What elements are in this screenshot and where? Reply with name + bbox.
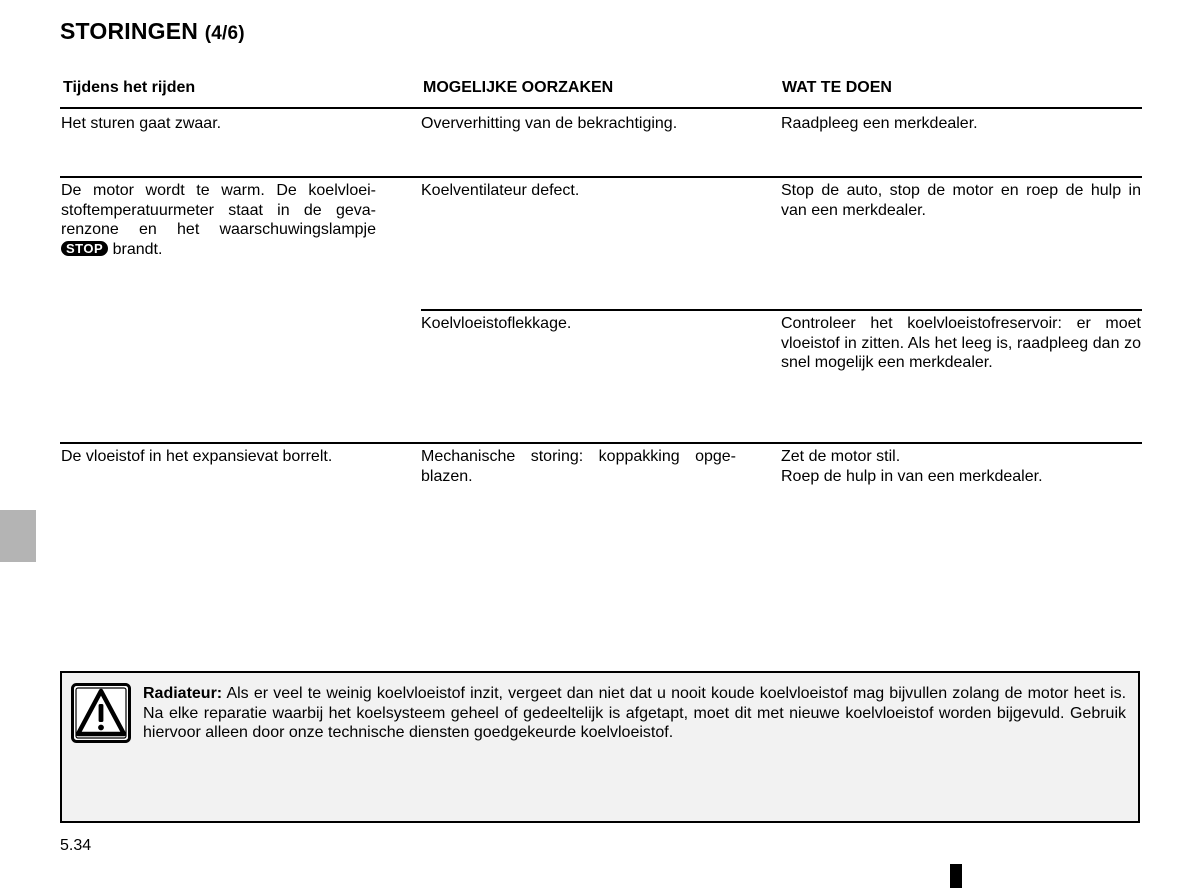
- action-line: Zet de motor stil.: [781, 448, 901, 465]
- action-cell: Raadpleeg een merkdealer.: [781, 115, 978, 132]
- symptom-text-suffix: brandt.: [112, 240, 163, 258]
- page-number: 5.34: [60, 837, 92, 854]
- action-line: Roep de hulp in van een merkdealer.: [781, 467, 1043, 485]
- symptom-cell: Het sturen gaat zwaar.: [61, 115, 222, 132]
- row-divider: [60, 176, 1142, 178]
- warning-body: Als er veel te weinig koelvloeistof inzit, vergeet dan niet dat u nooit koude koelvloeistof mag bijvullen zolang de motor heet is. Na elke reparatie waarbij het koelsysteem geheel of gedeeltelijk is afgetapt, moet dit met nieuwe koelvloeistof worden bijgevuld. Gebruik hiervoor alleen door onze technische diensten goedgekeurde koelvloeistof.: [143, 685, 1127, 741]
- action-cell: [781, 447, 1141, 486]
- page-title-counter: (4/6): [204, 23, 245, 44]
- symptom-text: De motor wordt te warm. De koelvloei-stoftemperatuurmeter staat in de geva-renzone en het waarschuwingslampje: [61, 182, 376, 238]
- column-header-symptom: Tijdens het rijden: [63, 79, 196, 96]
- header-rule: [60, 107, 1142, 109]
- page-title-text: STORINGEN: [60, 18, 199, 44]
- action-cell: Stop de auto, stop de motor en roep de hulp in van een merkdealer.: [781, 182, 1141, 219]
- cause-cell: Koelventilateur defect.: [421, 182, 580, 199]
- warning-text: [143, 684, 1126, 743]
- warning-triangle-icon: [71, 683, 131, 743]
- section-tab: [0, 510, 36, 562]
- action-cell: Controleer het koelvloeistofreservoir: er moet vloeistof in zitten. Als het leeg is, raadpleeg dan zo snel mogelijk een merkdealer.: [781, 315, 1141, 371]
- row-divider: [421, 309, 1142, 311]
- cause-cell: Mechanische storing: koppakking opge-blazen.: [421, 448, 736, 485]
- column-header-actions: WAT TE DOEN: [782, 79, 892, 96]
- stop-warning-light-icon: STOP: [61, 241, 108, 256]
- warning-box: [60, 671, 1140, 823]
- edge-marker: [950, 864, 962, 888]
- symptom-cell: [61, 181, 376, 259]
- page-title: [60, 18, 245, 45]
- symptom-cell: De vloeistof in het expansievat borrelt.: [61, 448, 333, 465]
- row-divider: [60, 442, 1142, 444]
- cause-cell: Oververhitting van de bekrachtiging.: [421, 115, 678, 132]
- cause-cell: Koelvloeistoflekkage.: [421, 315, 572, 332]
- warning-label: Radiateur:: [143, 685, 223, 702]
- column-header-causes: MOGELIJKE OORZAKEN: [423, 79, 614, 96]
